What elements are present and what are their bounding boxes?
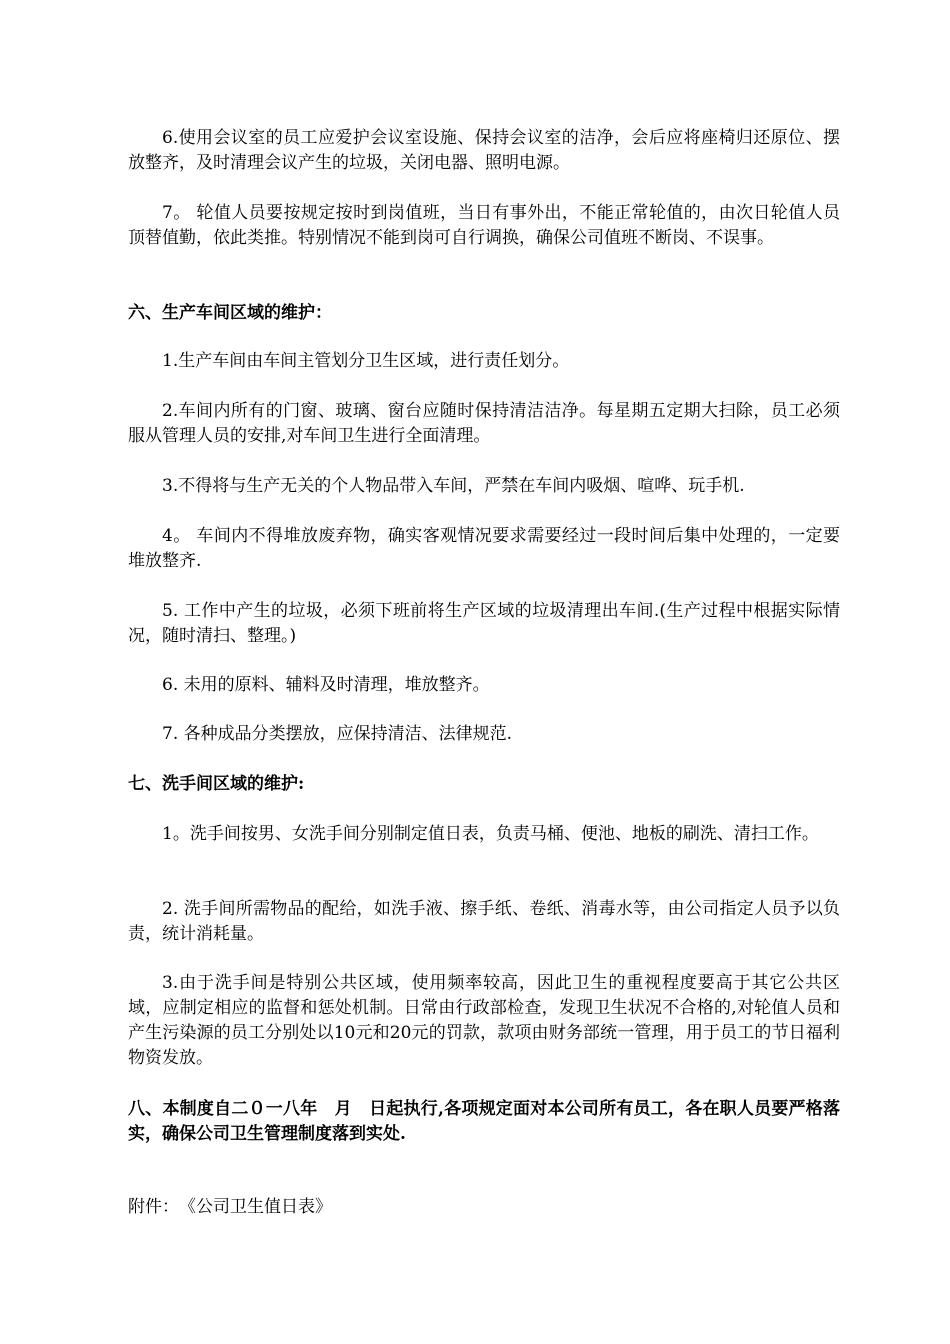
workshop-rule-2: 2.车间内所有的门窗、玻璃、窗台应随时保持清洁洁净。每星期五定期大扫除，员工必须服从管理人员的安排,对车间卫生进行全面清理。 (128, 401, 840, 446)
workshop-rule-4: 4。 车间内不得堆放废弃物，确实客观情况要求需要经过一段时间后集中处理的，一定要堆放整齐. (128, 526, 840, 571)
section-heading-restroom: 七、洗手间区域的维护: (128, 774, 305, 794)
attachment-note: 附件： 《公司卫生值日表》 (128, 1197, 332, 1217)
restroom-rule-1: 1。洗手间按男、女洗手间分别制定值日表，负责马桶、便池、地板的刷洗、清扫工作。 (162, 824, 819, 844)
paragraph-duty-rotation-rule: 7。 轮值人员要按规定按时到岗值班，当日有事外出，不能正常轮值的，由次日轮值人员顶替值勤，依此类推。特别情况不能到岗可自行调换，确保公司值班不断岗、不误事。 (128, 203, 840, 248)
section-heading-workshop: 六、生产车间区域的维护： (128, 303, 332, 323)
paragraph-meeting-room-rule: 6.使用会议室的员工应爱护会议室设施、保持会议室的洁净，会后应将座椅归还原位、摆放整齐，及时清理会议产生的垃圾，关闭电器、照明电源。 (128, 128, 840, 173)
workshop-rule-7: 7. 各种成品分类摆放，应保持清洁、法律规范. (162, 724, 513, 744)
section-heading-effective-date: 八、本制度自二０一八年 月 日起执行,各项规定面对本公司所有员工，各在职人员要严格落实，确保公司卫生管理制度落到实处. (128, 1099, 840, 1144)
workshop-rule-6: 6. 未用的原料、辅料及时清理，堆放整齐。 (162, 675, 490, 695)
workshop-rule-1: 1.生产车间由车间主管划分卫生区域，进行责任划分。 (162, 351, 570, 371)
workshop-rule-5: 5. 工作中产生的垃圾，必须下班前将生产区域的垃圾清理出车间.(生产过程中根据实际情况，随时清扫、整理。) (128, 601, 840, 646)
restroom-rule-3: 3.由于洗手间是特别公共区域，使用频率较高，因此卫生的重视程度要高于其它公共区域，应制定相应的监督和惩处机制。日常由行政部检查，发现卫生状况不合格的,对轮值人员和产生污染源的员工分别处以10元和20元的罚款，款项由财务部统一管理，用于员工的节日福利物资发放。 (128, 973, 840, 1068)
workshop-rule-3: 3.不得将与生产无关的个人物品带入车间，严禁在车间内吸烟、喧哗、玩手机. (162, 476, 745, 496)
restroom-rule-2: 2. 洗手间所需物品的配给，如洗手液、擦手纸、卷纸、消毒水等，由公司指定人员予以负责，统计消耗量。 (128, 899, 840, 944)
